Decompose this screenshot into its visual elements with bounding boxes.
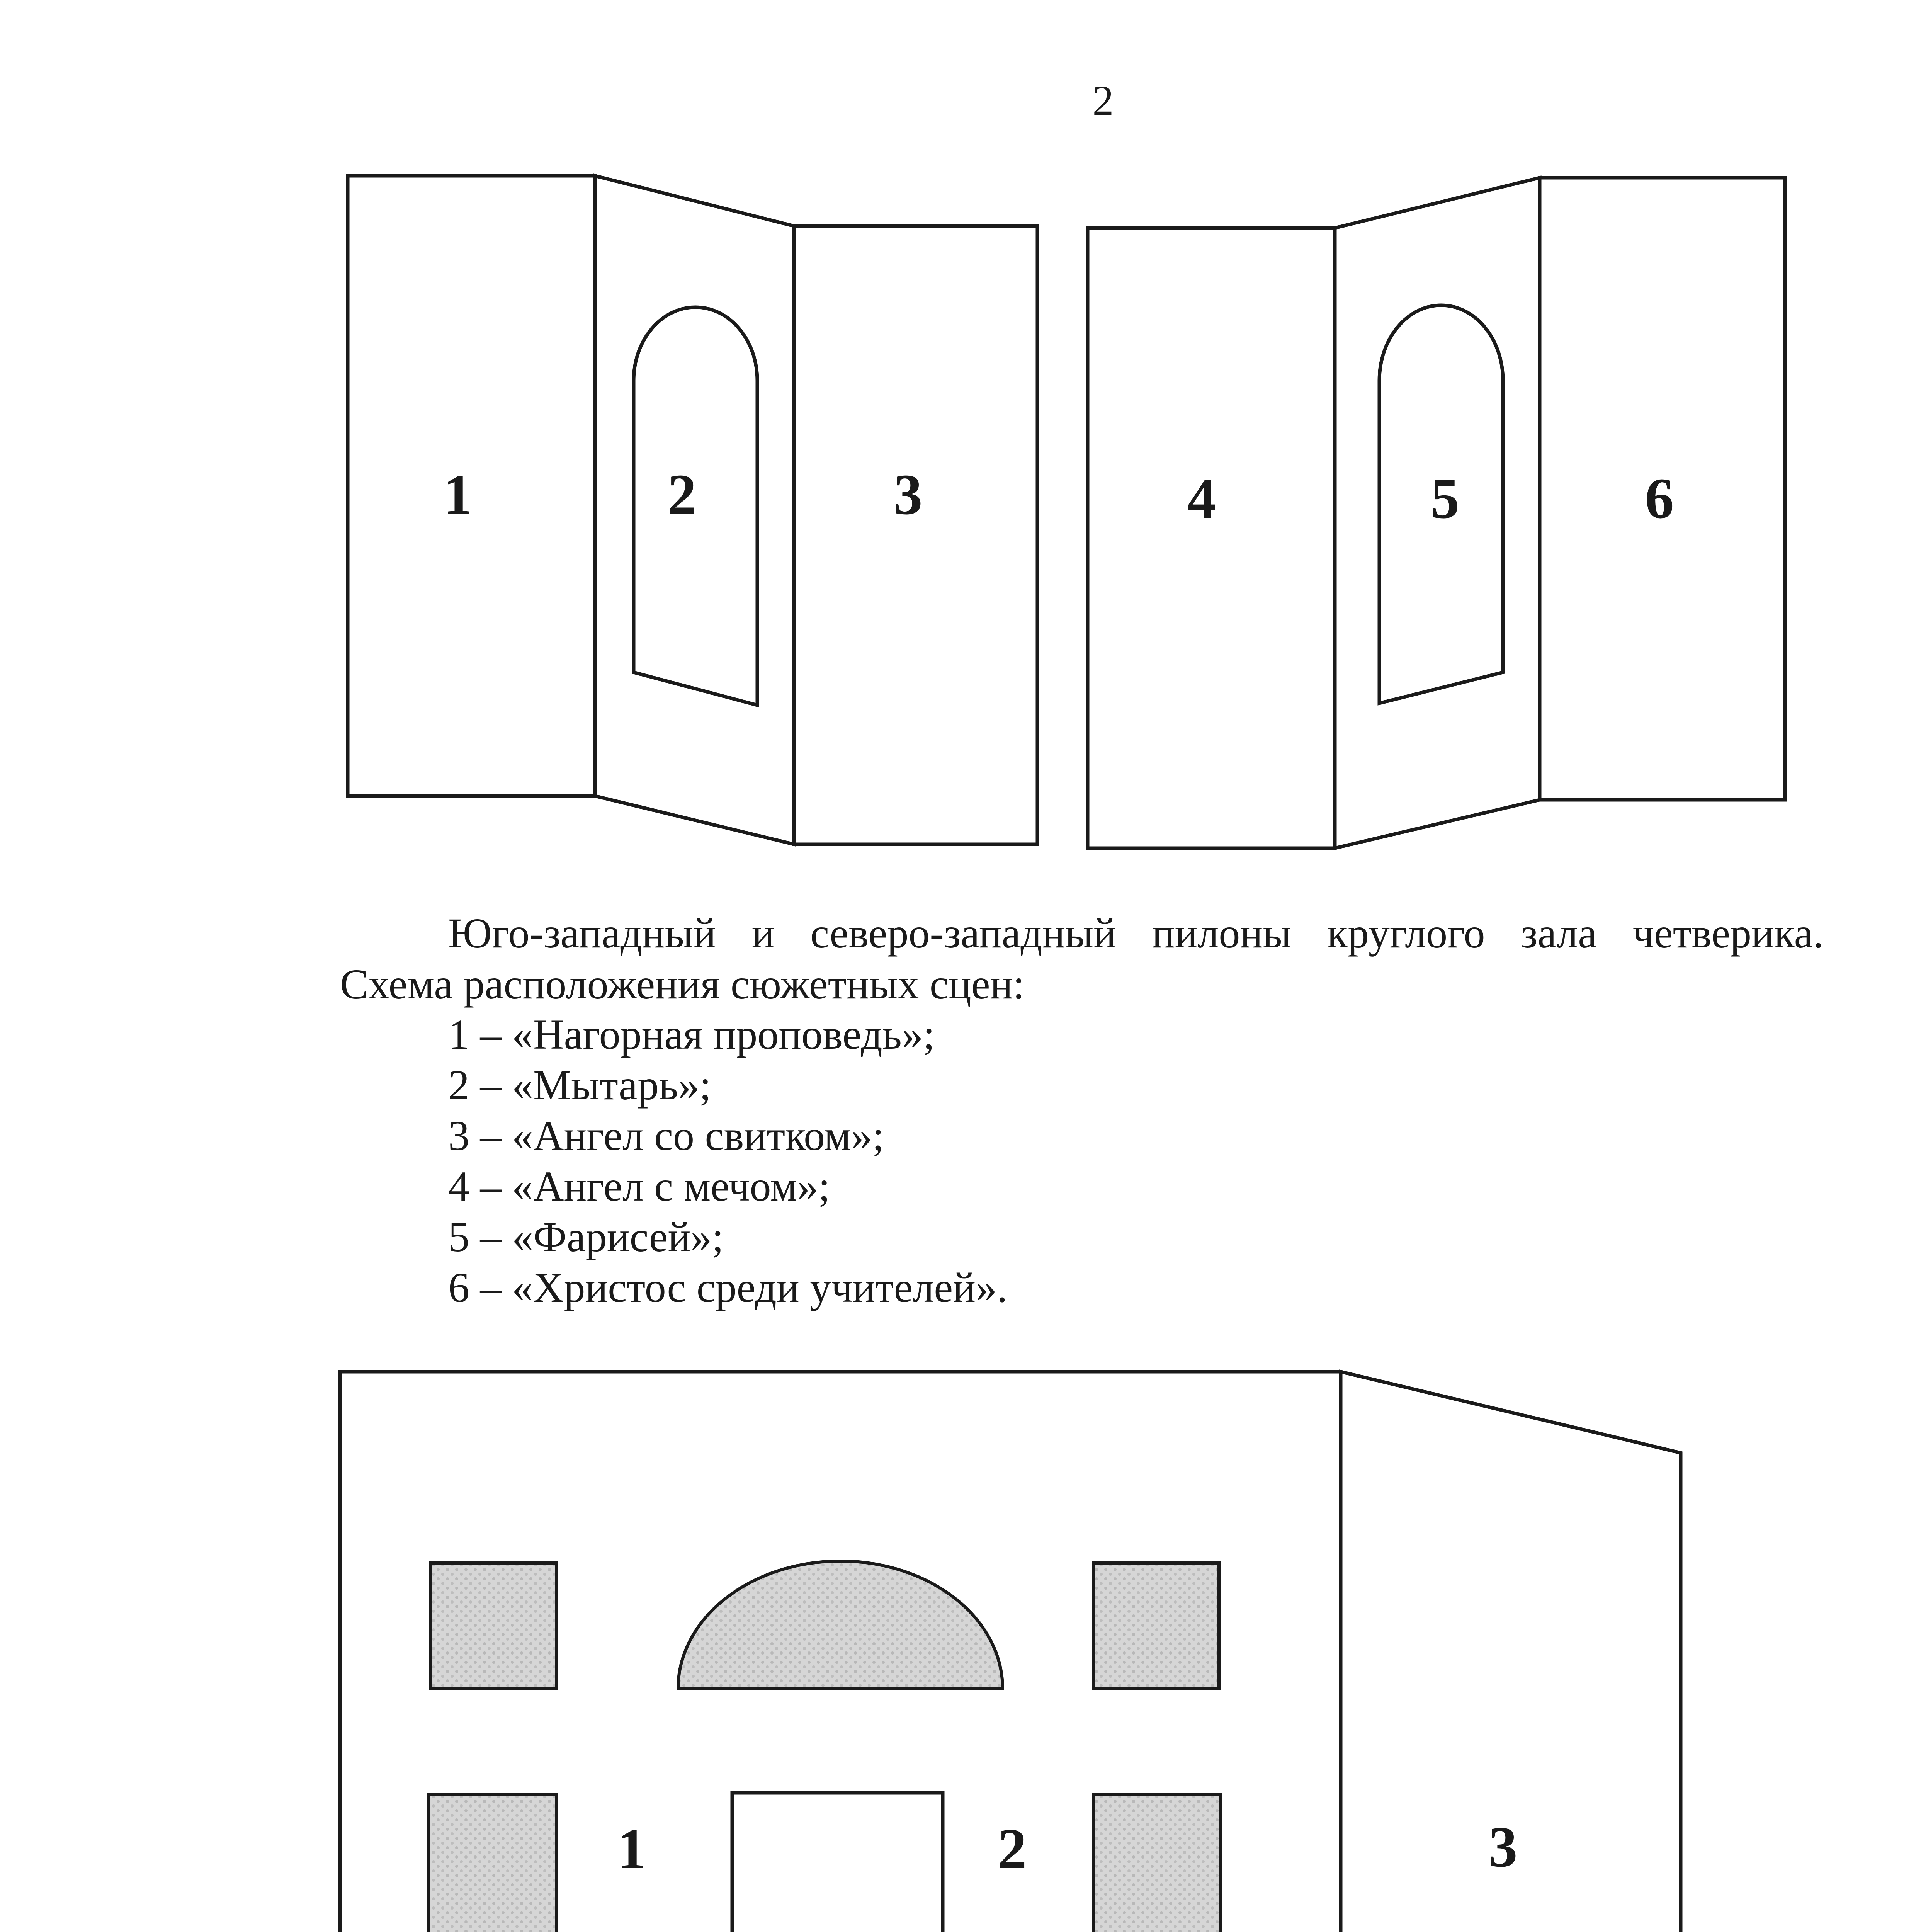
panel-label-2: 2 (667, 463, 697, 527)
caption-top-line-2: Схема расположения сюжетных сцен: (340, 961, 1025, 1008)
panel-label-1: 1 (617, 1817, 646, 1881)
list-item: 4 – «Ангел с мечом»; (448, 1163, 830, 1210)
tall-window-left (429, 1795, 556, 1932)
caption-top-line-1: Юго-западный и северо-западный пилоны круглого зала четверика. (448, 910, 1824, 957)
panel-label-5: 5 (1430, 466, 1460, 531)
small-window-right (1093, 1563, 1219, 1689)
tall-window-right (1093, 1795, 1221, 1932)
list-item: 6 – «Христос среди учителей». (448, 1264, 1008, 1311)
doorway (732, 1793, 943, 1932)
panel-label-6: 6 (1645, 466, 1674, 531)
list-item: 5 – «Фарисей»; (448, 1213, 724, 1260)
south-nave-scheme-diagram (0, 1345, 1916, 1932)
panel-4 (1088, 228, 1335, 848)
list-item: 1 – «Нагорная проповедь»; (448, 1011, 935, 1058)
panel-3 (794, 226, 1037, 844)
panel-label-3: 3 (893, 463, 923, 527)
panel-label-4: 4 (1187, 466, 1216, 531)
page-number: 2 (1092, 77, 1114, 124)
list-item: 2 – «Мытарь»; (448, 1061, 711, 1109)
caption-top-list (448, 1009, 1008, 1313)
panel-label-1: 1 (443, 463, 473, 527)
panel-label-2: 2 (998, 1817, 1027, 1881)
small-window-left (431, 1563, 556, 1689)
panel-label-3: 3 (1488, 1815, 1518, 1879)
list-item: 3 – «Ангел со свитком»; (448, 1112, 884, 1159)
pylons-scheme-diagram (0, 147, 1916, 881)
